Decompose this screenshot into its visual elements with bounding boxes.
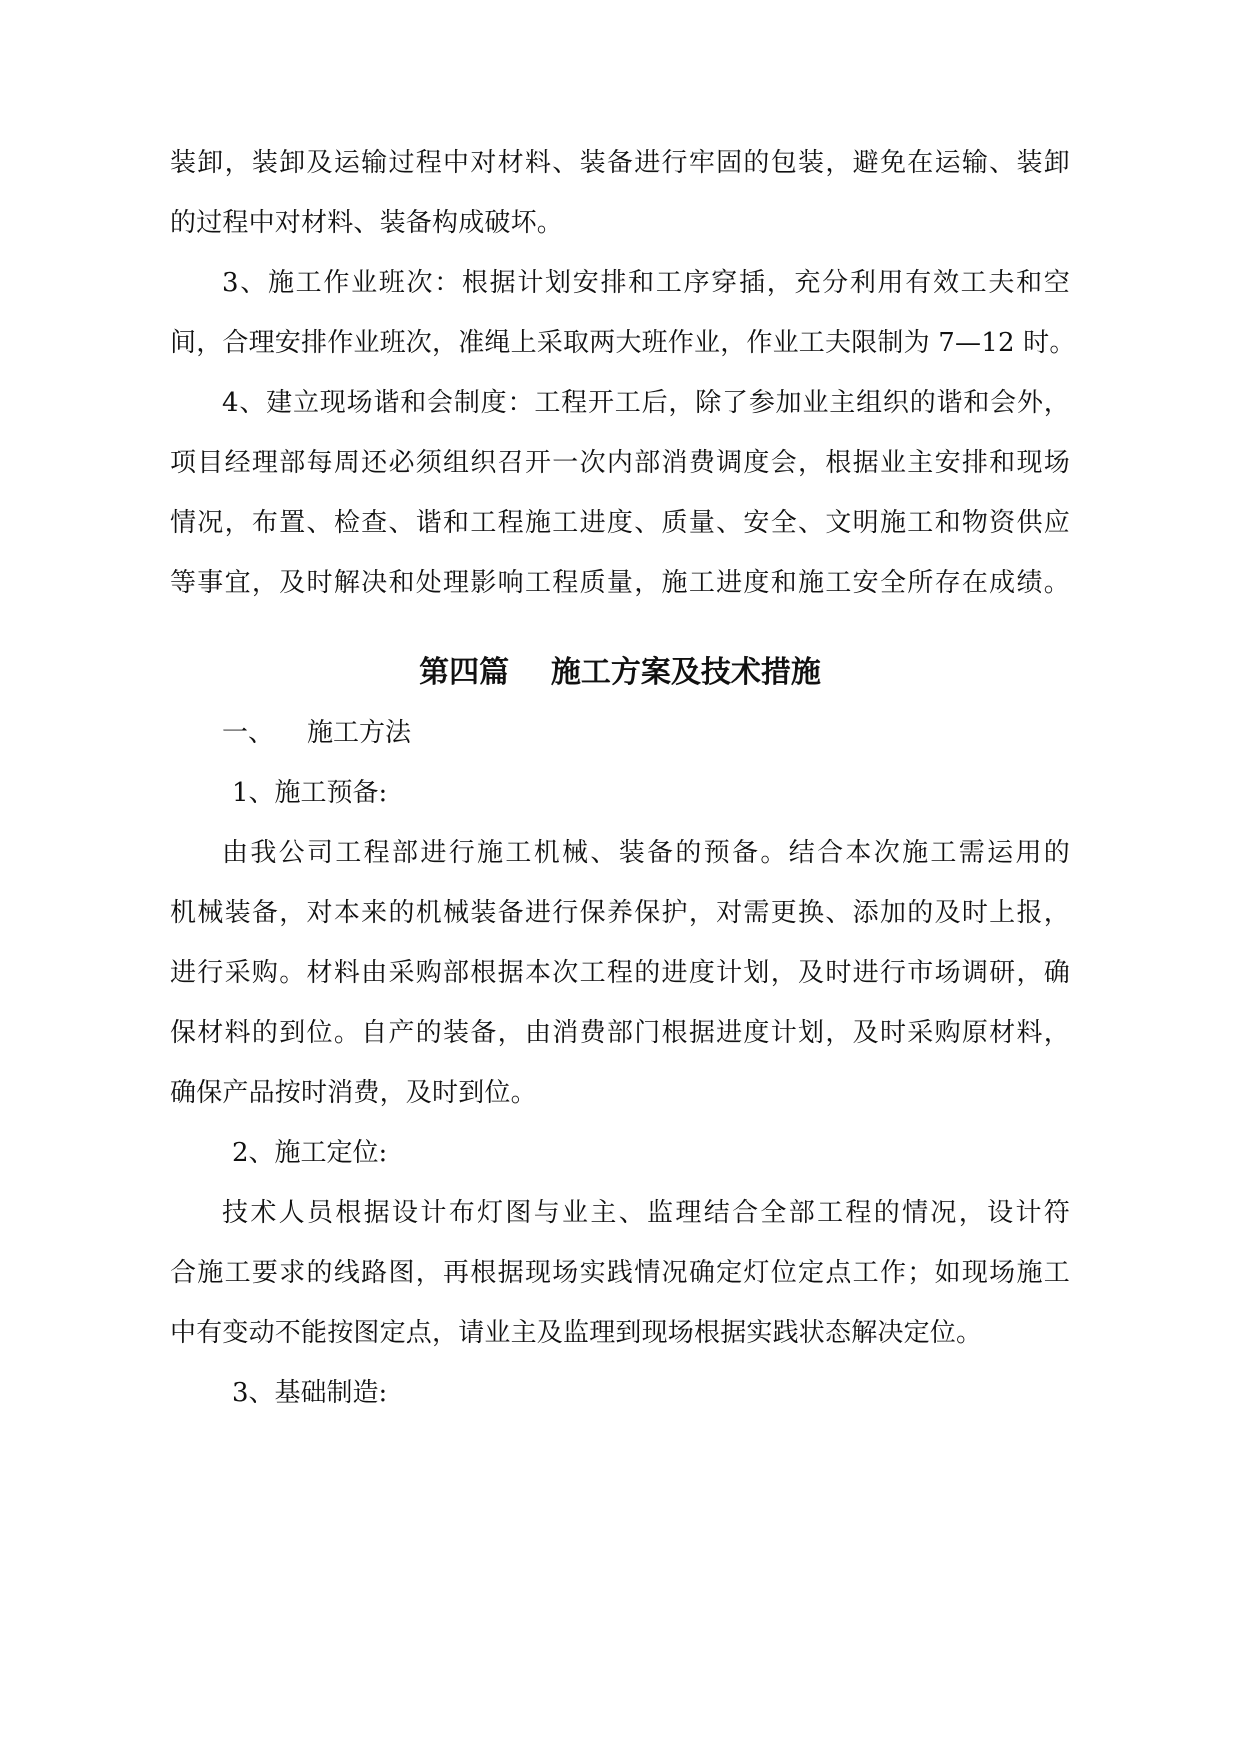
item3-line-2: 间，合理安排作业班次，准绳上采取两大班作业，作业工夫限制为 7—12 时。 xyxy=(170,328,1076,358)
item4-line-2: 项目经理部每周还必须组织召开一次内部消费调度会，根据业主安排和现场 xyxy=(170,448,1070,478)
sub1-line-1: 由我公司工程部进行施工机械、装备的预备。结合本次施工需运用的 xyxy=(222,838,1070,868)
sub2-line-1: 技术人员根据设计布灯图与业主、监理结合全部工程的情况，设计符 xyxy=(222,1198,1070,1228)
paragraph-top-line-1: 装卸，装卸及运输过程中对材料、装备进行牢固的包装，避免在运输、装卸 xyxy=(170,148,1070,178)
item4-line-1: 4、建立现场谐和会制度：工程开工后，除了参加业主组织的谐和会外， xyxy=(222,388,1070,418)
sub1-title: 1、施工预备: xyxy=(232,778,388,808)
sub1-line-5: 确保产品按时消费，及时到位。 xyxy=(170,1078,537,1108)
sub1-line-2: 机械装备，对本来的机械装备进行保养保护，对需更换、添加的及时上报， xyxy=(170,898,1070,928)
paragraph-top-line-2: 的过程中对材料、装备构成破坏。 xyxy=(170,208,564,238)
item4-line-3: 情况，布置、检查、谐和工程施工进度、质量、安全、文明施工和物资供应 xyxy=(170,508,1070,538)
sub3-title: 3、基础制造: xyxy=(232,1378,388,1408)
chapter-title: 第四篇 施工方案及技术措施 xyxy=(419,655,821,690)
sub1-line-3: 进行采购。材料由采购部根据本次工程的进度计划，及时进行市场调研，确 xyxy=(170,958,1070,988)
item4-line-4: 等事宜，及时解决和处理影响工程质量，施工进度和施工安全所存在成绩。 xyxy=(170,568,1070,598)
sub2-title: 2、施工定位: xyxy=(232,1138,388,1168)
sub1-line-4: 保材料的到位。自产的装备，由消费部门根据进度计划，及时采购原材料， xyxy=(170,1018,1070,1048)
sub2-line-2: 合施工要求的线路图，再根据现场实践情况确定灯位定点工作；如现场施工 xyxy=(170,1258,1070,1288)
section-title: 一、 施工方法 xyxy=(222,718,412,748)
sub2-line-3: 中有变动不能按图定点，请业主及监理到现场根据实践状态解决定位。 xyxy=(170,1318,983,1348)
item3-line-1: 3、施工作业班次：根据计划安排和工序穿插，充分利用有效工夫和空 xyxy=(222,268,1070,298)
